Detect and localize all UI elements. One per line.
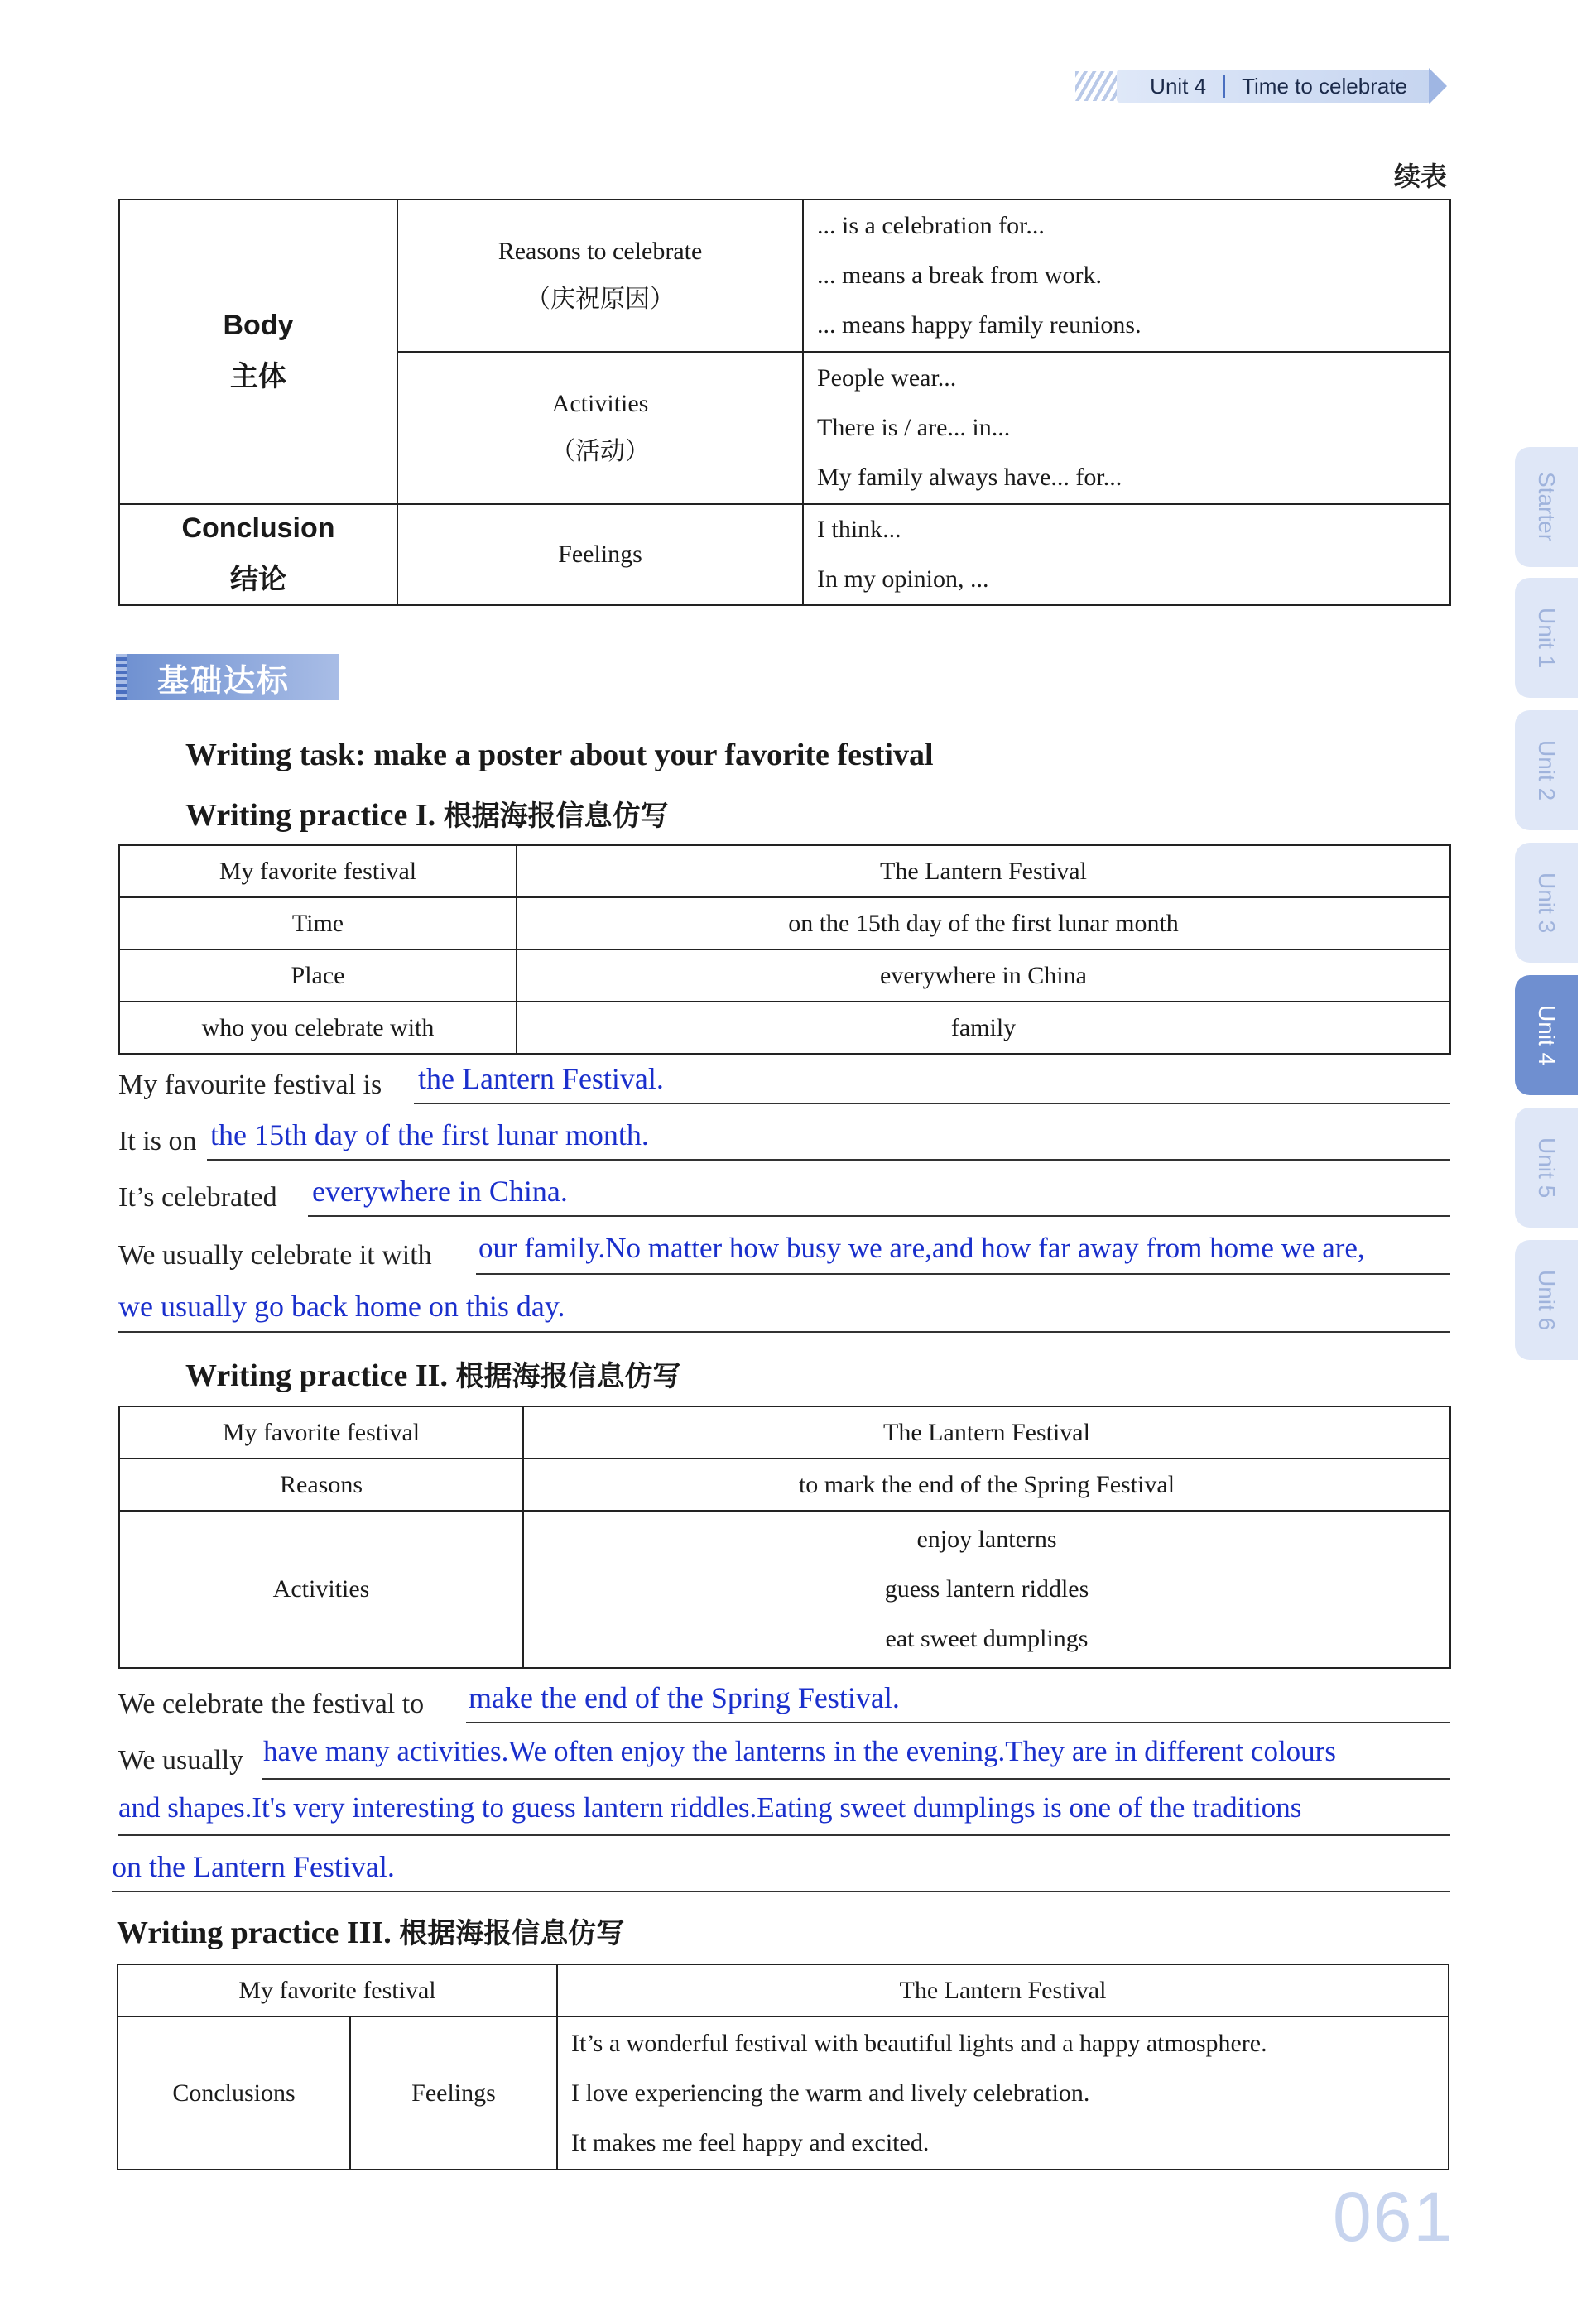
list-item: It’s a wonderful festival with beautiful lights and a happy atmosphere. [571,2029,1267,2057]
table-cell: My favorite festival [119,1406,523,1459]
list-item: eat sweet dumplings [885,1625,1089,1652]
table-cell: Place [119,949,517,1002]
answer-text: everywhere in China. [312,1175,568,1208]
feelings-phrases-cell [803,504,1450,605]
list-item: ... is a celebration for... [817,212,1045,239]
practice3-heading [117,1911,624,1951]
continued-label: 续表 [1394,161,1448,192]
tab-label: Unit 1 [1534,607,1560,669]
practice2-title-zh: 根据海报信息仿写 [455,1360,681,1393]
prompt-text: It is on [118,1126,197,1156]
practice1-title-zh: 根据海报信息仿写 [443,800,669,833]
unit-label: Unit 4 [1150,73,1207,99]
table-cell: on the 15th day of the first lunar month [517,897,1450,949]
reasons-cell [397,199,803,352]
header-pill [1117,70,1430,103]
practice1-heading [185,793,669,834]
outline-table [118,199,1451,606]
tab-label: Unit 6 [1534,1269,1560,1331]
prompt-text: We usually celebrate it with [118,1240,432,1271]
body-label-en: Body [223,310,294,341]
table-cell: Feelings [350,2016,557,2170]
list-item: It makes me feel happy and excited. [571,2128,930,2156]
page-header [1075,65,1447,108]
tab-label: Unit 2 [1534,739,1560,801]
header-separator [1223,75,1225,98]
practice2-heading [185,1353,680,1394]
list-item: I think... [817,516,901,543]
tab-label: Unit 4 [1534,1004,1560,1066]
answer-text: the 15th day of the first lunar month. [210,1118,649,1151]
list-item: ... means happy family reunions. [817,311,1142,339]
list-item: guess lantern riddles [884,1575,1089,1603]
activities-list-cell [523,1511,1450,1668]
answer-text: our family.No matter how busy we are,and how far away from home we are, [478,1232,1365,1264]
table-cell: to mark the end of the Spring Festival [523,1459,1450,1511]
list-item: People wear... [817,364,957,392]
practice2-table [118,1406,1451,1669]
list-item: ... means a break from work. [817,262,1103,289]
answer-text: and shapes.It's very interesting to guess lantern riddles.Eating sweet dumplings is one of the traditions [118,1791,1302,1824]
prompt-text: It’s celebrated [118,1182,277,1213]
tab-starter[interactable] [1515,447,1578,567]
tab-label: Unit 5 [1534,1137,1560,1199]
table-cell: My favorite festival [118,1964,557,2016]
tab-unit-3[interactable] [1515,843,1578,963]
answer-text: have many activities.We often enjoy the lanterns in the evening.They are in different colours [263,1735,1336,1767]
table-cell: who you celebrate with [119,1002,517,1054]
tab-label: Unit 3 [1534,872,1560,934]
conclusion-label-cell [119,504,397,605]
conclusion-label-zh: 结论 [230,563,286,596]
feelings-list-cell [557,2016,1449,2170]
prompt-text: My favourite festival is [118,1069,382,1100]
body-label-zh: 主体 [230,360,286,393]
tab-unit-1[interactable] [1515,578,1578,698]
prompt-text: We celebrate the festival to [118,1689,425,1719]
prompt-text: We usually [118,1745,244,1776]
table-cell: Conclusions [118,2016,350,2170]
body-label-cell [119,199,397,504]
list-item: My family always have... for... [817,464,1122,491]
practice1-table [118,844,1451,1055]
answer-text: on the Lantern Festival. [112,1850,395,1883]
page-number: 061 [1333,2178,1454,2256]
reasons-zh: （庆祝原因） [526,286,675,313]
unit-title: Time to celebrate [1242,73,1407,99]
table-cell: Activities [119,1511,523,1668]
practice1-title-en: Writing practice I. [185,798,436,833]
tab-unit-5[interactable] [1515,1108,1578,1228]
answer-text: we usually go back home on this day. [118,1290,565,1323]
practice3-title-en: Writing practice III. [117,1915,392,1950]
activities-cell [397,352,803,504]
chevron-right-icon [1429,68,1447,104]
table-cell: The Lantern Festival [557,1964,1449,2016]
writing-task-heading: Writing task: make a poster about your favorite festival [185,738,934,772]
list-item: enjoy lanterns [916,1526,1057,1553]
tab-unit-4[interactable] [1515,975,1578,1095]
practice2-title-en: Writing practice II. [185,1358,448,1393]
reasons-phrases-cell [803,199,1450,352]
table-cell: everywhere in China [517,949,1450,1002]
list-item: I love experiencing the warm and lively celebration. [571,2079,1090,2107]
activities-phrases-cell [803,352,1450,504]
tab-unit-2[interactable] [1515,710,1578,830]
table-cell: My favorite festival [119,845,517,897]
tab-unit-6[interactable] [1515,1240,1578,1360]
practice3-title-zh: 根据海报信息仿写 [399,1917,625,1950]
table-cell: The Lantern Festival [517,845,1450,897]
table-cell: Time [119,897,517,949]
conclusion-label-en: Conclusion [181,512,335,544]
tab-label: Starter [1534,472,1560,542]
section-badge: 基础达标 [116,654,339,700]
answer-text: the Lantern Festival. [418,1062,664,1095]
list-item: There is / are... in... [817,414,1011,441]
table-cell: The Lantern Festival [523,1406,1450,1459]
feelings-cell: Feelings [397,504,803,605]
activities-zh: （活动） [550,438,650,465]
table-cell: family [517,1002,1450,1054]
reasons-en: Reasons to celebrate [498,238,703,265]
list-item: In my opinion, ... [817,565,989,593]
table-cell: Reasons [119,1459,523,1511]
answer-text: make the end of the Spring Festival. [469,1681,900,1714]
activities-en: Activities [551,390,649,417]
practice3-table [117,1964,1449,2170]
